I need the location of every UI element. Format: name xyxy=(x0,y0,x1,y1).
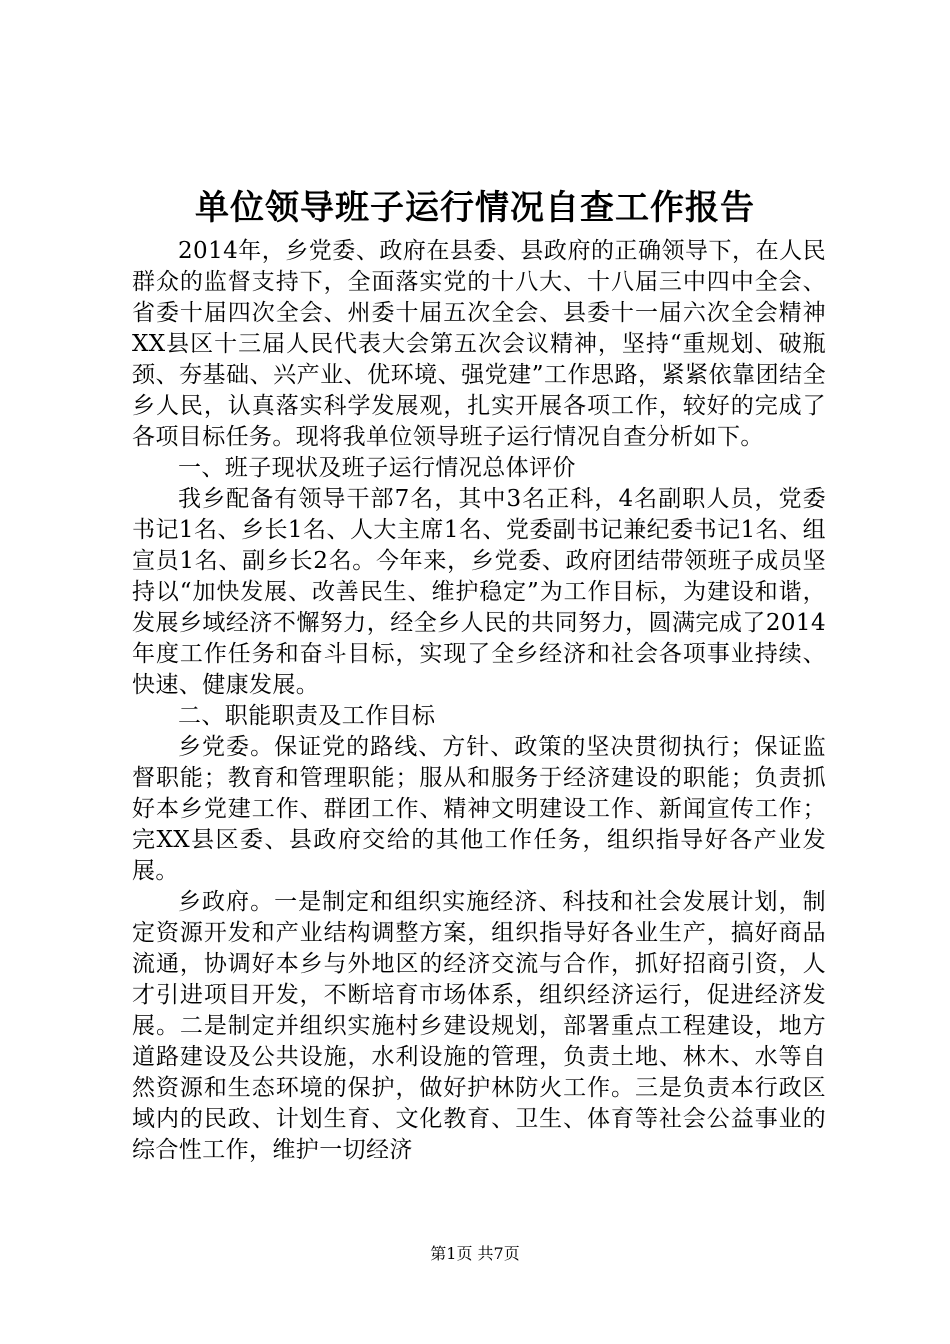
section-heading-1: 一、班子现状及班子运行情况总体评价 xyxy=(178,455,576,481)
paragraph-township-government: 乡政府。一是制定和组织实施经济、科技和社会发展计划，制定资源开发和产业结构调整方案，组织指导好各业生产，搞好商品流通，协调好本乡与外地区的经济交流与合作，抓好招商引资，人才引进项目开发，不断培育市场体系，组织经济运行，促进经济发展。二是制定并组织实施村乡建设规划，部署重点工程建设，地方道路建设及公共设施，水利设施的管理，负责土地、林木、水等自然资源和生态环境的保护，做好护林防火工作。三是负责本行政区域内的民政、计划生育、文化教育、卫生、体育等社会公益事业的综合性工作，维护一切经济 xyxy=(132,889,826,1163)
paragraph-party-committee: 乡党委。保证党的路线、方针、政策的坚决贯彻执行；保证监督职能；教育和管理职能；服从和服务于经济建设的职能；负责抓好本乡党建工作、群团工作、精神文明建设工作、新闻宣传工作；完XX县区委、县政府交给的其他工作任务，组织指导好各产业发展。 xyxy=(132,734,826,884)
paragraph-team-status: 我乡配备有领导干部7名，其中3名正科，4名副职人员，党委书记1名、乡长1名、人大主席1名、党委副书记兼纪委书记1名、组宣员1名、副乡长2名。今年来，乡党委、政府团结带领班子成员坚持以“加快发展、改善民生、维护稳定”为工作目标，为建设和谐，发展乡域经济不懈努力，经全乡人民的共同努力，圆满完成了2014年度工作任务和奋斗目标，实现了全乡经济和社会各项事业持续、快速、健康发展。 xyxy=(132,486,826,698)
page-footer: 第1页 共7页 xyxy=(430,1244,520,1263)
section-heading-2: 二、职能职责及工作目标 xyxy=(178,703,436,729)
document-title: 单位领导班子运行情况自查工作报告 xyxy=(195,188,755,228)
paragraph-intro: 2014年，乡党委、政府在县委、县政府的正确领导下，在人民群众的监督支持下，全面落实党的十八大、十八届三中四中全会、省委十届四次全会、州委十届五次全会、县委十一届六次全会精神XX县区十三届人民代表大会第五次会议精神，坚持“重规划、破瓶颈、夯基础、兴产业、优环境、强党建”工作思路，紧紧依靠团结全乡人民，认真落实科学发展观，扎实开展各项工作，较好的完成了各项目标任务。现将我单位领导班子运行情况自查分析如下。 xyxy=(132,238,826,450)
document-body xyxy=(132,236,826,1166)
